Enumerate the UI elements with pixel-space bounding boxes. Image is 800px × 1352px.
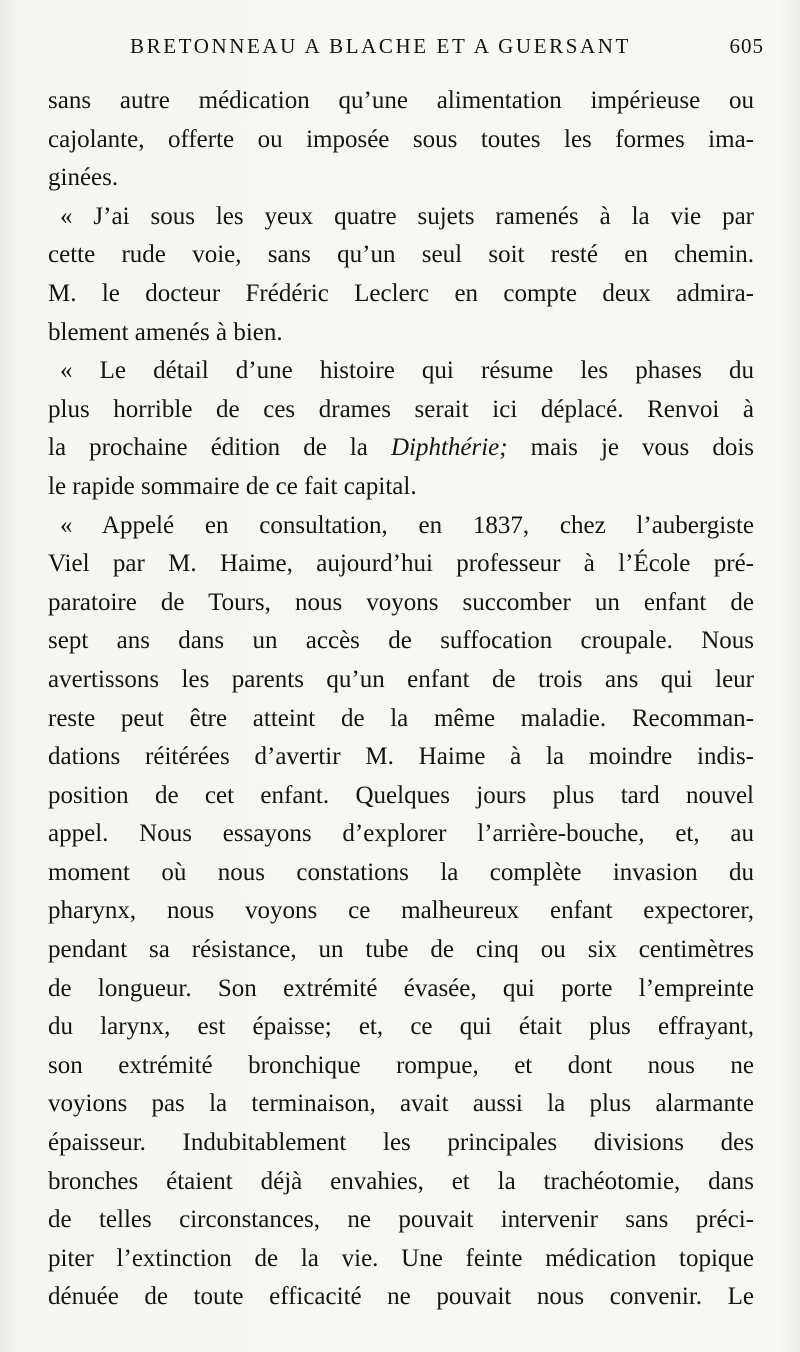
- text-line: de longueur. Son extrémité évasée, qui porte l’empreinte: [48, 974, 754, 1002]
- text-line: reste peut être atteint de la même maladie. Recomman-: [48, 704, 754, 732]
- text-line: pharynx, nous voyons ce malheureux enfant expectorer,: [48, 897, 754, 925]
- text-line: de telles circonstances, ne pouvait intervenir sans préci-: [48, 1206, 754, 1234]
- italic-title: Diphthérie;: [390, 434, 508, 462]
- page-number: 605: [729, 34, 764, 58]
- text-line: du larynx, est épaisse; et, ce qui était plus effrayant,: [48, 1013, 754, 1041]
- body-text: [48, 82, 754, 1317]
- text-segment: mais je vous dois: [530, 434, 755, 462]
- text-line: avertissons les parents qu’un enfant de trois ans qui leur: [48, 665, 754, 693]
- paragraph-first-line: « Appelé en consultation, en 1837, chez l’aubergiste: [60, 511, 754, 539]
- text-line: le rapide sommaire de ce fait capital.: [48, 472, 417, 500]
- text-line: ginées.: [48, 164, 119, 192]
- text-line: piter l’extinction de la vie. Une feinte médication topique: [48, 1244, 754, 1272]
- text-line: pendant sa résistance, un tube de cinq ou six centimètres: [48, 936, 754, 964]
- text-line: bronches étaient déjà envahies, et la trachéotomie, dans: [48, 1167, 754, 1195]
- text-segment: la prochaine édition de la: [48, 434, 368, 462]
- text-line: cajolante, offerte ou imposée sous toutes les formes ima-: [48, 125, 754, 153]
- text-line: paratoire de Tours, nous voyons succomber un enfant de: [48, 588, 754, 616]
- text-line: position de cet enfant. Quelques jours plus tard nouvel: [48, 781, 754, 809]
- paragraph-first-line: « J’ai sous les yeux quatre sujets ramenés à la vie par: [60, 202, 754, 230]
- text-line: épaisseur. Indubitablement les principales divisions des: [48, 1129, 754, 1157]
- text-line: Viel par M. Haime, aujourd’hui professeur à l’École pré-: [48, 550, 754, 578]
- text-line: cette rude voie, sans qu’un seul soit resté en chemin.: [48, 241, 754, 269]
- text-line: voyions pas la terminaison, avait aussi la plus alarmante: [48, 1090, 754, 1118]
- text-line: appel. Nous essayons d’explorer l’arrière-bouche, et, au: [48, 820, 754, 848]
- text-line: moment où nous constations la complète invasion du: [48, 858, 754, 886]
- text-line-with-italic: [48, 429, 754, 468]
- text-line: dénuée de toute efficacité ne pouvait nous convenir. Le: [48, 1283, 754, 1311]
- text-line: M. le docteur Frédéric Leclerc en compte deux admira-: [48, 279, 754, 307]
- paragraph-first-line: « Le détail d’une histoire qui résume les phases du: [60, 357, 754, 385]
- text-line: blement amenés à bien.: [48, 318, 283, 346]
- text-line: dations réitérées d’avertir M. Haime à la moindre indis-: [48, 743, 754, 771]
- running-title: BRETONNEAU A BLACHE ET A GUERSANT: [130, 34, 631, 58]
- text-line: plus horrible de ces drames serait ici déplacé. Renvoi à: [48, 395, 754, 423]
- text-line: sept ans dans un accès de suffocation croupale. Nous: [48, 627, 754, 655]
- text-line: sans autre médication qu’une alimentation impérieuse ou: [48, 87, 754, 114]
- text-line: son extrémité bronchique rompue, et dont nous ne: [48, 1051, 754, 1079]
- page-header: [130, 34, 770, 62]
